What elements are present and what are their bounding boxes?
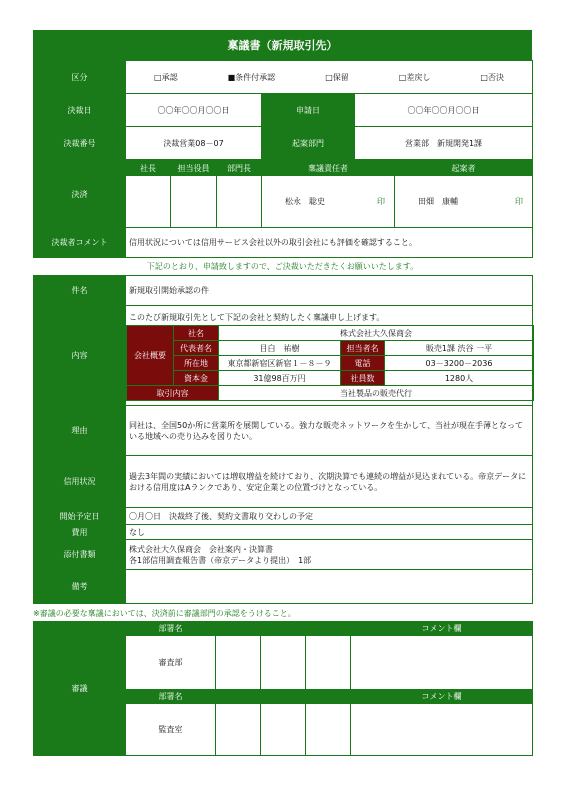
review-seal-1b[interactable] — [261, 636, 306, 690]
review-seal-1c[interactable] — [306, 636, 351, 690]
review-dept-1: 審査部 — [126, 636, 216, 690]
decision-date-value: 〇〇年〇〇月〇〇日 — [126, 94, 262, 127]
employees-label: 社員数 — [341, 371, 385, 386]
company-name: 株式会社大久保商会 — [219, 326, 534, 341]
classification-label: 区分 — [34, 61, 126, 94]
deal-value: 当社製品の販売代行 — [219, 386, 534, 401]
role-drafter: 起案者 — [395, 161, 533, 176]
approval-label: 決済 — [34, 161, 126, 228]
review-table — [33, 621, 533, 756]
review-note: ※審議の必要な稟議においては、決済前に審議部門の承認をうけること。 — [33, 609, 296, 618]
seal-box-dept-head[interactable] — [217, 176, 262, 228]
review-blank-header-2a — [216, 690, 261, 704]
start-date-value[interactable]: 〇月〇日 決裁終了後、契約文書取り交わしの予定 — [126, 508, 533, 525]
content-label: 内容 — [34, 306, 126, 406]
company-overview-label: 会社概要 — [127, 326, 174, 386]
approver-comment-value[interactable]: 信用状況については信用サービス会社以外の取引会社にも評価を確認すること。 — [126, 228, 533, 258]
reason-label: 理由 — [34, 406, 126, 456]
address-value: 東京都新宿区新宿１－８－９ — [219, 356, 341, 371]
credit-value[interactable]: 過去3年間の実績においては増収増益を続けており、次期決算でも連続の増益が見込まれている。帝京データにおける信用度はAランクであり、安定企業との位置づけとなっている。 — [126, 456, 533, 508]
attachments-value[interactable] — [126, 540, 533, 570]
company-table — [126, 325, 534, 401]
phone-value: 03－3200－2036 — [385, 356, 534, 371]
header-table — [33, 60, 533, 160]
seal-box-president[interactable] — [126, 176, 171, 228]
classification-options[interactable] — [126, 61, 533, 94]
responsible-cell — [262, 176, 395, 228]
origin-dept-label: 起案部門 — [262, 127, 355, 160]
review-comment-header-1: コメント欄 — [351, 622, 533, 636]
review-blank-header-2b — [261, 690, 306, 704]
remarks-label: 備考 — [34, 570, 126, 604]
approver-comment-label: 決裁者コメント — [34, 228, 126, 258]
capital-value: 31億98百万円 — [219, 371, 341, 386]
subject-label: 件名 — [34, 276, 126, 306]
document-page — [33, 30, 532, 756]
review-comment-2[interactable] — [351, 704, 533, 756]
company-name-label: 社名 — [174, 326, 219, 341]
request-date-value: 〇〇年〇〇月〇〇日 — [355, 94, 533, 127]
contact-value: 販売1課 渋谷 一平 — [385, 341, 534, 356]
attachment-line-2: 各1部信用調査報告書（帝京データより提出） 1部 — [129, 555, 312, 565]
role-responsible: 稟議責任者 — [262, 161, 395, 176]
request-notice: 下記のとおり、申請致しますので、ご決裁いただきたくお願いいたします。 — [146, 262, 419, 271]
role-president: 社長 — [126, 161, 171, 176]
review-blank-header-2c — [306, 690, 351, 704]
origin-dept-value: 営業部 新規開発1課 — [355, 127, 533, 160]
capital-label: 資本金 — [174, 371, 219, 386]
decision-no-value: 決裁営業08－07 — [126, 127, 262, 160]
content-table — [33, 275, 533, 604]
drafter-name: 田畑 康輔 — [418, 197, 458, 206]
rep-label: 代表者名 — [174, 341, 219, 356]
request-date-label: 申請日 — [262, 94, 355, 127]
document-title: 稟議書（新規取引先） — [33, 30, 532, 60]
content-intro: このたび新規取引先として下記の会社と契約したく稟議申し上げます。 — [129, 313, 385, 322]
review-seal-2a[interactable] — [216, 704, 261, 756]
remarks-value[interactable] — [126, 570, 533, 604]
review-seal-2b[interactable] — [261, 704, 306, 756]
option-hold[interactable]: □保留 — [325, 72, 349, 82]
role-officer: 担当役員 — [171, 161, 217, 176]
attachment-line-1: 株式会社大久保商会 会社案内・決算書 — [129, 544, 273, 554]
start-date-label: 開始予定日 — [34, 508, 126, 525]
cost-value[interactable]: なし — [126, 525, 533, 540]
deal-label: 取引内容 — [127, 386, 219, 401]
review-blank-header-1a — [216, 622, 261, 636]
responsible-seal: 印 — [377, 197, 385, 206]
seal-box-officer[interactable] — [171, 176, 217, 228]
option-return[interactable]: □差戻し — [398, 72, 431, 82]
review-seal-1a[interactable] — [216, 636, 261, 690]
decision-date-label: 決裁日 — [34, 94, 126, 127]
review-dept-header-2: 部署名 — [126, 690, 216, 704]
credit-label: 信用状況 — [34, 456, 126, 508]
address-label: 所在地 — [174, 356, 219, 371]
drafter-cell — [395, 176, 533, 228]
review-blank-header-1c — [306, 622, 351, 636]
cost-label: 費用 — [34, 525, 126, 540]
phone-label: 電話 — [341, 356, 385, 371]
option-conditional[interactable]: ■条件付承認 — [227, 72, 276, 82]
contact-label: 担当者名 — [341, 341, 385, 356]
employees-value: 1280人 — [385, 371, 534, 386]
responsible-name: 松永 聡史 — [285, 197, 325, 206]
role-dept-head: 部門長 — [217, 161, 262, 176]
approval-table — [33, 160, 533, 258]
review-dept-header-1: 部署名 — [126, 622, 216, 636]
reason-value[interactable]: 同社は、全国50か所に営業所を展開している。強力な販売ネットワークを生かして、当社が現在手薄となっている地域への売り込みを図りたい。 — [126, 406, 533, 456]
decision-no-label: 決裁番号 — [34, 127, 126, 160]
rep-value: 目白 祐樹 — [219, 341, 341, 356]
review-label: 審議 — [34, 622, 126, 756]
attachments-label: 添付書類 — [34, 540, 126, 570]
review-comment-header-2: コメント欄 — [351, 690, 533, 704]
option-reject[interactable]: □否決 — [480, 72, 504, 82]
option-approve[interactable]: □承認 — [154, 72, 178, 82]
content-cell — [126, 306, 533, 406]
subject-value[interactable]: 新規取引開始承認の件 — [126, 276, 533, 306]
review-seal-2c[interactable] — [306, 704, 351, 756]
drafter-seal: 印 — [515, 197, 523, 206]
review-blank-header-1b — [261, 622, 306, 636]
review-comment-1[interactable] — [351, 636, 533, 690]
review-dept-2: 監査室 — [126, 704, 216, 756]
